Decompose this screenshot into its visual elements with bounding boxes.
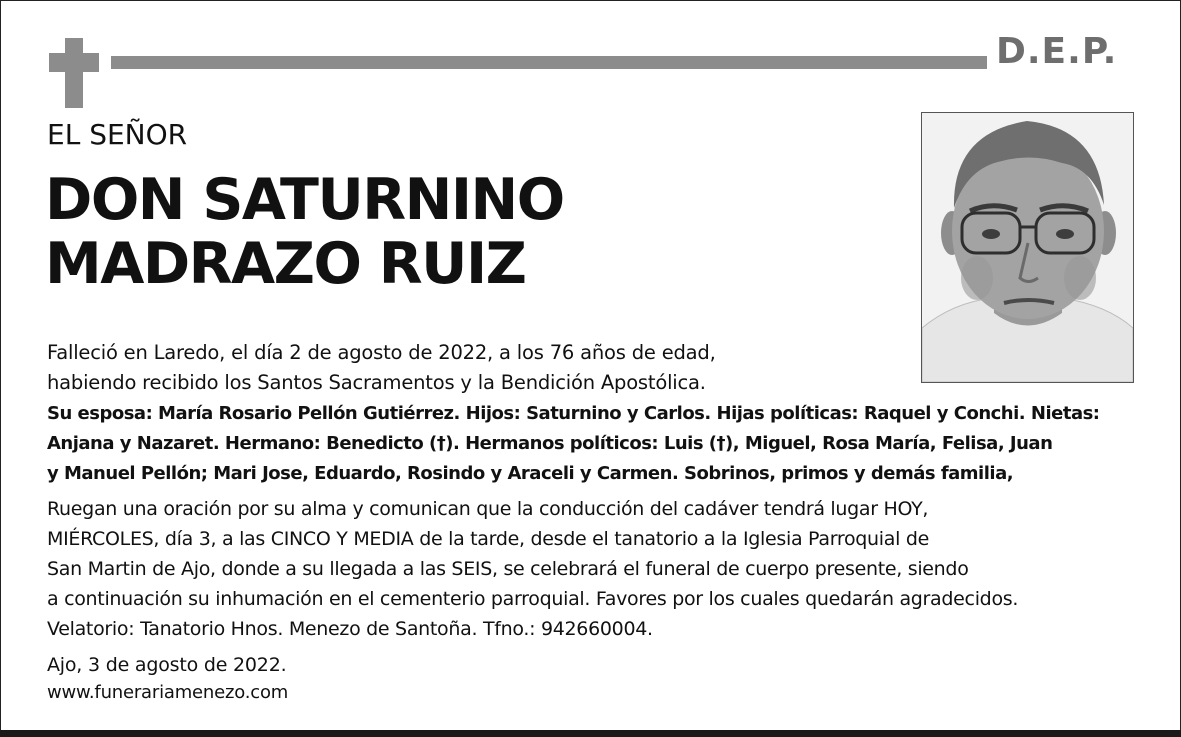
deceased-name [45, 168, 885, 296]
ceremony-line: San Martin de Ajo, donde a su llegada a las SEIS, se celebrará el funeral de cuerpo presente, siendo [47, 558, 969, 580]
cross-vertical-bar [65, 38, 83, 108]
cross-horizontal-bar [49, 53, 99, 72]
ceremony-line: Ruegan una oración por su alma y comunican que la conducción del cadáver tendrá lugar HOY, [47, 498, 929, 520]
death-notice-line: Falleció en Laredo, el día 2 de agosto de 2022, a los 76 años de edad, [47, 341, 716, 364]
family-line: Anjana y Nazaret. Hermano: Benedicto (†). Hermanos políticos: Luis (†), Miguel, Rosa María, Felisa, Juan [47, 433, 1053, 454]
ceremony-details [47, 494, 1018, 644]
footer [47, 651, 288, 707]
ceremony-line: a continuación su inhumación en el cementerio parroquial. Favores por los cuales quedarán agradecidos. [47, 588, 1019, 610]
ceremony-line: MIÉRCOLES, día 3, a las CINCO Y MEDIA de la tarde, desde el tanatorio a la Iglesia Parroquial de [47, 528, 929, 550]
portrait-illustration [922, 113, 1133, 382]
name-line-2: MADRAZO RUIZ [45, 231, 526, 297]
name-line-1: DON SATURNINO [45, 167, 564, 233]
dep-label: D.E.P. [996, 31, 1118, 72]
ceremony-line: Velatorio: Tanatorio Hnos. Menezo de Santoña. Tfno.: 942660004. [47, 618, 653, 640]
bottom-rule [0, 730, 1181, 737]
family-line: Su esposa: María Rosario Pellón Gutiérrez. Hijos: Saturnino y Carlos. Hijas políticas: Raquel y Conchi. Nietas: [47, 403, 1100, 424]
family-list [47, 399, 1100, 489]
honorific: EL SEÑOR [47, 118, 188, 151]
death-notice-line: habiendo recibido los Santos Sacramentos y la Bendición Apostólica. [47, 371, 706, 394]
website-link[interactable]: www.funerariamenezo.com [47, 682, 289, 703]
header-rule [111, 56, 987, 69]
date-place: Ajo, 3 de agosto de 2022. [47, 654, 287, 676]
family-line: y Manuel Pellón; Mari Jose, Eduardo, Rosindo y Araceli y Carmen. Sobrinos, primos y demás familia, [47, 463, 1014, 484]
portrait-photo [921, 112, 1134, 383]
death-notice [47, 338, 716, 398]
